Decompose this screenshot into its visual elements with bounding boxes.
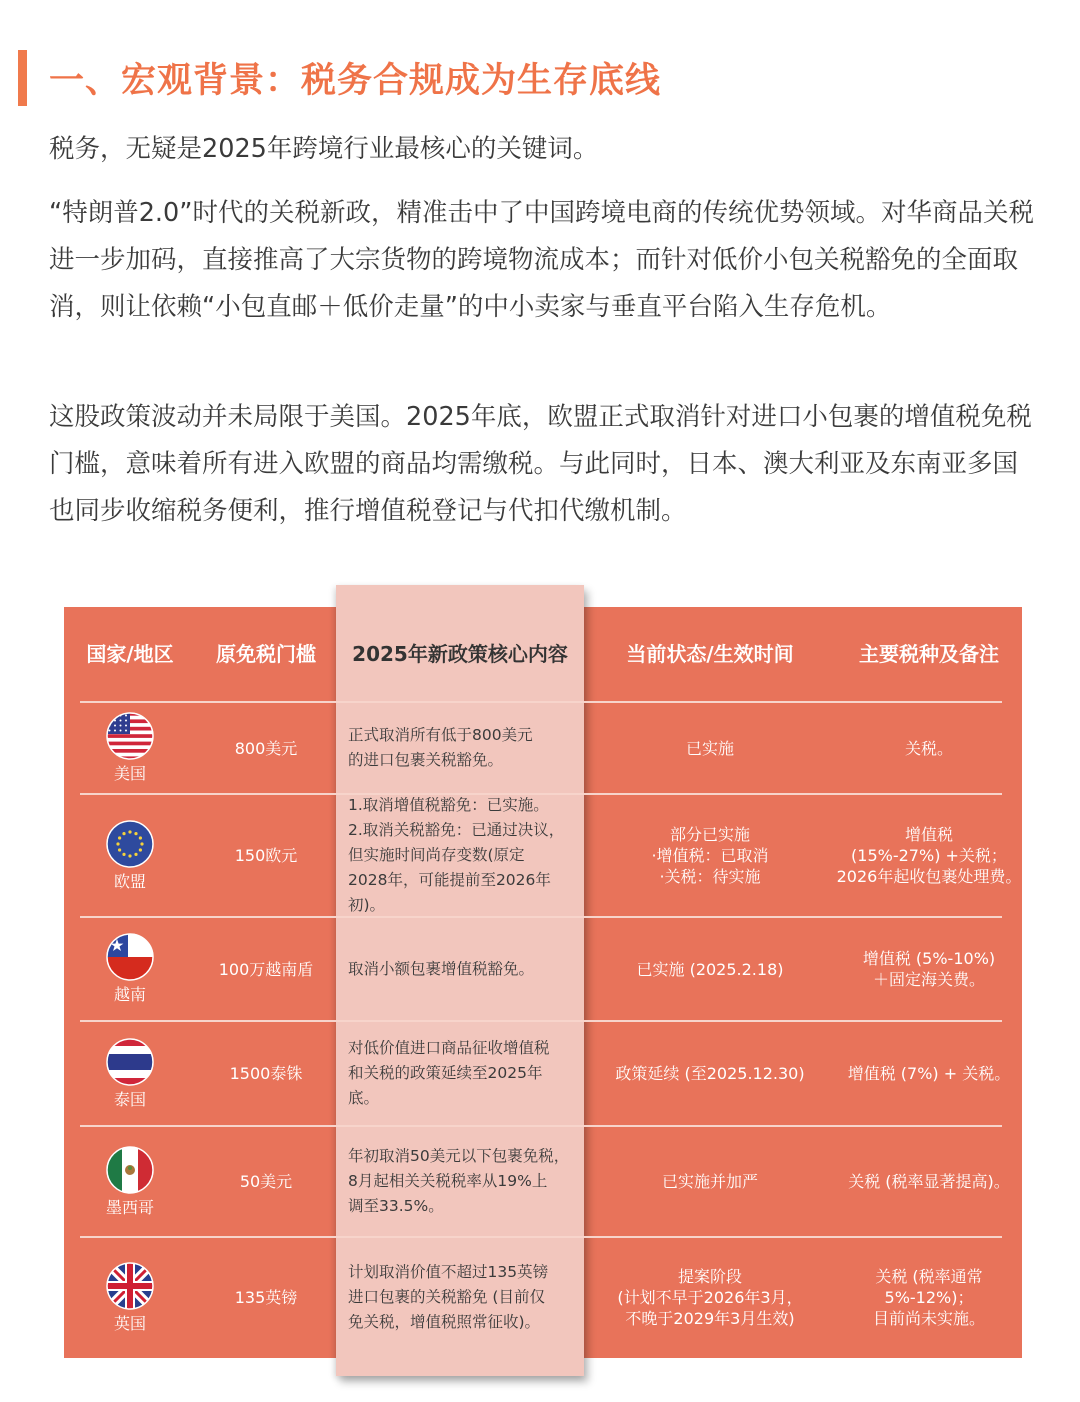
heading-title: 一、宏观背景：税务合规成为生存底线 xyxy=(49,61,662,101)
notes-cell xyxy=(836,1126,1022,1237)
status-cell-line: 部分已实施 xyxy=(669,825,750,844)
notes-cell-line: 增值税 (5%-10%) xyxy=(862,949,996,968)
policy-cell-line: 但实施时间尚存变数(原定 xyxy=(348,846,525,864)
status-cell xyxy=(584,917,836,1021)
country-name: 欧盟 xyxy=(113,871,146,891)
policy-cell xyxy=(336,1126,584,1237)
policy-cell-line: 进口包裹的关税豁免 (目前仅 xyxy=(348,1288,545,1306)
notes-cell-line: 关税 (税率通常5%-12%)； xyxy=(875,1267,983,1307)
threshold-cell: 135英镑 xyxy=(234,1288,298,1307)
country-name: 美国 xyxy=(113,764,146,783)
status-cell-line: ·关税：待实施 xyxy=(659,867,761,886)
notes-cell-line: 增值税 xyxy=(904,825,953,844)
status-cell-line: 提案阶段 xyxy=(677,1267,742,1286)
threshold-cell: 800美元 xyxy=(234,738,298,758)
policy-cell-line: 调至33.5%。 xyxy=(348,1197,444,1215)
status-cell-line: 已实施 (2025.2.18) xyxy=(636,959,784,979)
country-cell xyxy=(64,1126,196,1237)
country-name: 泰国 xyxy=(113,1089,146,1109)
policy-cell-line: 年初取消50美元以下包裹免税， xyxy=(348,1147,570,1165)
notes-cell-line: 关税。 xyxy=(904,738,953,758)
threshold-cell: 1500泰铢 xyxy=(229,1064,303,1083)
status-cell-line: 已实施 xyxy=(685,738,734,758)
status-cell-line: ·增值税：已取消 xyxy=(651,846,769,865)
notes-cell-line: 2026年起收包裹处理费。 xyxy=(836,867,1022,886)
threshold-cell: 100万越南盾 xyxy=(218,959,314,979)
notes-cell-line: 增值税 (7%) + 关税。 xyxy=(847,1064,1011,1083)
uk-flag-icon xyxy=(106,1262,154,1310)
policy-cell-line: 正式取消所有低于800美元 xyxy=(348,726,533,744)
country-cell xyxy=(64,794,196,917)
status-cell-line: 不晚于2029年3月生效) xyxy=(625,1309,795,1328)
row-divider xyxy=(80,701,1002,703)
header-country: 国家/地区 xyxy=(86,642,174,666)
table-row xyxy=(64,702,1022,794)
policy-cell-line: 和关税的政策延续至2025年底。 xyxy=(348,1064,543,1107)
notes-cell-line: (15%-27%) +关税； xyxy=(851,846,1007,865)
policy-cell-line: 2028年，可能提前至2026年初)。 xyxy=(348,871,551,914)
policy-cell-line: 免关税，增值税照常征收)。 xyxy=(348,1313,541,1331)
notes-cell xyxy=(836,917,1022,1021)
header-status: 当前状态/生效时间 xyxy=(626,642,794,666)
table-row xyxy=(64,917,1022,1021)
status-cell xyxy=(584,702,836,794)
status-cell xyxy=(584,1237,836,1358)
country-name: 墨西哥 xyxy=(105,1197,154,1217)
table-row xyxy=(64,794,1022,917)
paragraph-3: 这股政策波动并未局限于美国。2025年底，欧盟正式取消针对进口小包裹的增值税免税门槛，意味着所有进入欧盟的商品均需缴税。与此同时，日本、澳大利亚及东南亚多国也同步收缩税务便利，推行增值税登记与代扣代缴机制。 xyxy=(49,402,1032,526)
notes-cell xyxy=(836,794,1022,917)
policy-cell xyxy=(336,1237,584,1358)
status-cell xyxy=(584,1126,836,1237)
notes-cell xyxy=(836,1021,1022,1126)
policy-cell xyxy=(336,794,584,917)
row-divider xyxy=(80,916,1002,918)
policy-cell xyxy=(336,702,584,794)
policy-cell-line: 的进口包裹关税豁免。 xyxy=(348,751,504,769)
eu-flag-icon xyxy=(106,820,154,868)
row-divider xyxy=(80,1125,1002,1127)
notes-cell xyxy=(836,702,1022,794)
paragraph-2: “特朗普2.0”时代的关税新政，精准击中了中国跨境电商的传统优势领域。对华商品关税进一步加码，直接推高了大宗货物的跨境物流成本；而针对低价小包关税豁免的全面取消，则让依赖“小包直邮＋低价走量”的中小卖家与垂直平台陷入生存危机。 xyxy=(49,198,1034,322)
table-header-row xyxy=(64,607,1022,702)
status-cell-line: 已实施并加严 xyxy=(661,1172,758,1191)
status-cell-line: 政策延续 (至2025.12.30) xyxy=(615,1064,805,1083)
policy-cell-line: 1.取消增值税豁免：已实施。 xyxy=(348,796,549,814)
country-name: 越南 xyxy=(113,985,146,1004)
policy-cell-line: 8月起相关关税税率从19%上 xyxy=(348,1172,548,1190)
threshold-cell: 150欧元 xyxy=(234,846,298,865)
usa-flag-icon xyxy=(106,712,154,760)
policy-cell xyxy=(336,1021,584,1126)
policy-cell-line: 取消小额包裹增值税豁免。 xyxy=(348,959,535,978)
table-row xyxy=(64,1237,1022,1358)
chile-flag-icon xyxy=(106,933,154,981)
row-divider xyxy=(80,1020,1002,1022)
thailand-flag-icon xyxy=(106,1038,154,1086)
country-cell xyxy=(64,1021,196,1126)
row-divider xyxy=(80,793,1002,795)
notes-cell xyxy=(836,1237,1022,1358)
header-notes: 主要税种及备注 xyxy=(859,642,999,666)
row-divider xyxy=(80,1236,1002,1238)
policy-cell-line: 2.取消关税豁免：已通过决议， xyxy=(348,821,565,839)
section-heading xyxy=(18,50,661,106)
country-cell xyxy=(64,917,196,1021)
status-cell-line: (计划不早于2026年3月， xyxy=(617,1288,803,1307)
notes-cell-line: ＋固定海关费。 xyxy=(872,970,985,989)
heading-accent-bar xyxy=(18,50,27,106)
threshold-cell: 50美元 xyxy=(239,1172,293,1191)
table-row xyxy=(64,1021,1022,1126)
table-row xyxy=(64,1126,1022,1237)
header-policy: 2025年新政策核心内容 xyxy=(352,642,568,666)
notes-cell-line: 目前尚未实施。 xyxy=(872,1309,985,1328)
mexico-flag-icon xyxy=(106,1146,154,1194)
status-cell xyxy=(584,1021,836,1126)
policy-cell-line: 对低价值进口商品征收增值税 xyxy=(348,1039,550,1057)
policy-table xyxy=(64,607,1022,1358)
country-cell xyxy=(64,702,196,794)
header-threshold: 原免税门槛 xyxy=(216,642,316,666)
notes-cell-line: 关税 (税率显著提高)。 xyxy=(848,1172,1010,1191)
country-name: 英国 xyxy=(113,1313,146,1333)
country-cell xyxy=(64,1237,196,1358)
policy-cell-line: 计划取消价值不超过135英镑 xyxy=(348,1263,549,1281)
policy-cell xyxy=(336,917,584,1021)
paragraph-1: 税务，无疑是2025年跨境行业最核心的关键词。 xyxy=(49,134,599,164)
status-cell xyxy=(584,794,836,917)
